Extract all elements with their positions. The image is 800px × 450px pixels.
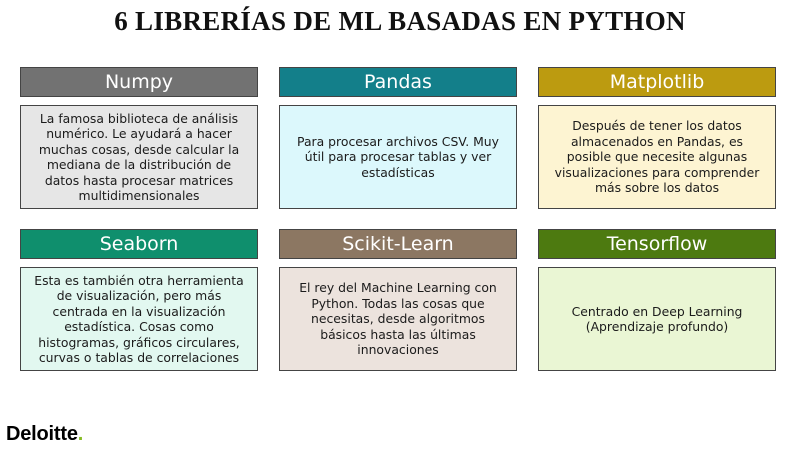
logo-text: Deloitte xyxy=(6,423,78,445)
card-body-pandas: Para procesar archivos CSV. Muy útil para procesar tablas y ver estadísticas xyxy=(279,105,517,209)
card-header-seaborn: Seaborn xyxy=(20,229,258,259)
card-header-pandas: Pandas xyxy=(279,67,517,97)
deloitte-logo xyxy=(6,423,83,446)
card-body-matplotlib: Después de tener los datos almacenados en Pandas, es posible que necesite algunas visualizaciones para comprender más sobre los datos xyxy=(538,105,776,209)
card-body-tensorflow: Centrado en Deep Learning (Aprendizaje profundo) xyxy=(538,267,776,371)
card-pandas xyxy=(279,67,517,209)
card-scikit-learn xyxy=(279,229,517,371)
card-tensorflow xyxy=(538,229,776,371)
card-header-numpy: Numpy xyxy=(20,67,258,97)
page-title: 6 LIBRERÍAS DE ML BASADAS EN PYTHON xyxy=(114,6,686,36)
card-numpy xyxy=(20,67,258,209)
card-header-tensorflow: Tensorflow xyxy=(538,229,776,259)
card-body-numpy: La famosa biblioteca de análisis numérico. Le ayudará a hacer muchas cosas, desde calcular la mediana de la distribución de datos hasta procesar matrices multidimensionales xyxy=(20,105,258,209)
card-body-scikit-learn: El rey del Machine Learning con Python. Todas las cosas que necesitas, desde algoritmos básicos hasta las últimas innovaciones xyxy=(279,267,517,371)
card-seaborn xyxy=(20,229,258,371)
logo-dot: . xyxy=(77,423,84,445)
card-body-seaborn: Esta es también otra herramienta de visualización, pero más centrada en la visualización estadística. Cosas como histogramas, gráficos circulares, curvas o tablas de correlaciones xyxy=(20,267,258,371)
card-header-matplotlib: Matplotlib xyxy=(538,67,776,97)
card-matplotlib xyxy=(538,67,776,209)
card-header-scikit-learn: Scikit-Learn xyxy=(279,229,517,259)
